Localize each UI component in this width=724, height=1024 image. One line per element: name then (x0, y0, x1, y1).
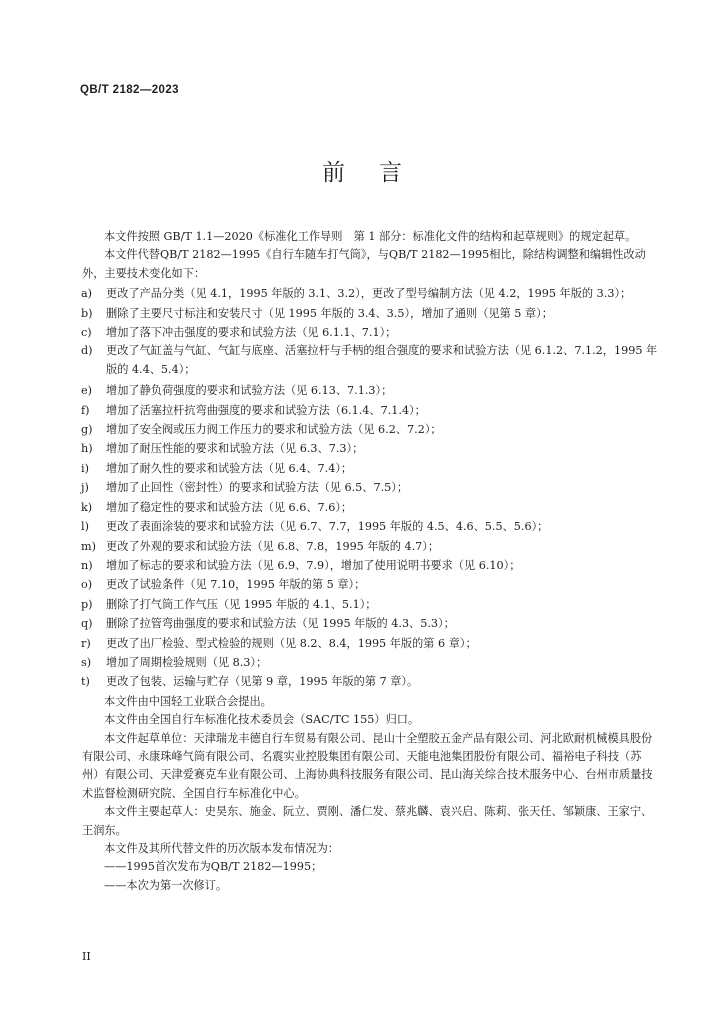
list-item (82, 323, 658, 342)
list-item-text: 增加了止回性（密封性）的要求和试验方法（见 6.5、7.5）； (106, 481, 409, 495)
list-item (82, 575, 658, 594)
list-item-text: 增加了周期检验规则（见 8.3）； (106, 655, 268, 669)
list-item-text: 更改了产品分类（见 4.1，1995 年版的 3.1、3.2），更改了型号编制方法（见 4.2，1995 年版的 3.3）； (106, 287, 632, 301)
list-item-label: s) (81, 655, 92, 669)
list-item-label: f) (81, 403, 90, 417)
list-item-label: i) (81, 461, 89, 475)
standard-code: QB/T 2182—2023 (80, 84, 179, 96)
drafters-paragraph: 本文件主要起草人：史昊东、施金、阮立、贾刚、潘仁发、蔡兆麟、袁兴启、陈莉、张天任、邹颖康、王家宁、王润东。 (82, 805, 653, 837)
list-item-text: 增加了耐压性能的要求和试验方法（见 6.3、7.3）； (106, 442, 364, 456)
list-item (82, 653, 658, 672)
document-body (82, 228, 658, 895)
list-item-label: d) (81, 344, 93, 358)
list-item-label: k) (81, 500, 93, 514)
list-item-text: 增加了耐久性的要求和试验方法（见 6.4、7.4）； (106, 461, 353, 475)
list-item-text: 更改了气缸盖与气缸、气缸与底座、活塞拉杆与手柄的组合强度的要求和试验方法（见 6.1.2、7.1.2，1995 年版的 4.4、5.4）； (106, 344, 658, 376)
list-item-label: e) (81, 384, 92, 398)
list-item (82, 284, 658, 303)
drafting-units-paragraph: 本文件起草单位：天津瑞龙丰德自行车贸易有限公司、昆山十全塑胶五金产品有限公司、河北欧耐机械模具股份有限公司、永康珠峰气筒有限公司、名震实业控股集团有限公司、天能电池集团股份有限公司、福裕电子科技（苏州）有限公司、天津爱赛克车业有限公司、上海协典科技服务有限公司、昆山海关综合技术服务中心、台州市质量技术监督检测研究院、全国自行车标准化中心。 (82, 731, 653, 800)
list-item-text: 增加了标志的要求和试验方法（见 6.9、7.9），增加了使用说明书要求（见 6.10）； (106, 558, 521, 572)
list-item-text: 更改了外观的要求和试验方法（见 6.8、7.8，1995 年版的 4.7）； (106, 539, 440, 553)
changes-list (82, 284, 658, 692)
list-item (82, 420, 658, 439)
list-item (82, 537, 658, 556)
intro-paragraph: 本文件按照 GB/T 1.1—2020《标准化工作导则 第 1 部分：标准化文件的结构和起草规则》的规定起草。 (104, 230, 637, 243)
list-item-label: j) (81, 481, 89, 495)
committee-paragraph: 本文件由全国自行车标准化技术委员会（SAC/TC 155）归口。 (104, 713, 420, 727)
history-item: ——本次为第一次修订。 (104, 878, 228, 892)
list-item (82, 498, 658, 517)
list-item-label: o) (81, 578, 93, 592)
list-item (82, 478, 658, 497)
list-item (82, 672, 658, 691)
list-item-label: l) (81, 520, 89, 534)
history-item: ——1995首次发布为QB/T 2182—1995； (104, 860, 323, 874)
list-item (82, 517, 658, 536)
list-item-text: 增加了活塞拉杆抗弯曲强度的要求和试验方法（6.1.4、7.1.4）； (106, 403, 426, 417)
list-item-text: 删除了打气筒工作气压（见 1995 年版的 4.1、5.1）； (106, 597, 377, 611)
list-item-label: n) (81, 558, 93, 572)
list-item (82, 459, 658, 478)
list-item-text: 增加了稳定性的要求和试验方法（见 6.6、7.6）； (106, 500, 353, 514)
list-item-text: 删除了主要尺寸标注和安装尺寸（见 1995 年版的 3.4、3.5），增加了通则（见第 5 章）； (106, 306, 553, 320)
list-item (82, 401, 658, 420)
page-number: II (82, 950, 91, 963)
list-item-text: 增加了落下冲击强度的要求和试验方法（见 6.1.1、7.1）； (106, 326, 397, 340)
list-item-label: r) (81, 636, 91, 650)
list-item (82, 614, 658, 633)
list-item-text: 更改了表面涂装的要求和试验方法（见 6.7、7.7，1995 年版的 4.5、4.6、5.5、5.6）； (106, 520, 549, 534)
list-item-text: 删除了拉管弯曲强度的要求和试验方法（见 1995 年版的 4.3、5.3）； (106, 617, 455, 631)
list-item-label: q) (81, 617, 93, 631)
list-item-label: g) (81, 423, 93, 437)
list-item-label: h) (81, 442, 93, 456)
list-item-label: t) (81, 675, 90, 689)
list-item (82, 439, 658, 458)
list-item-text: 增加了静负荷强度的要求和试验方法（见 6.13、7.1.3）； (106, 384, 393, 398)
proposer-paragraph: 本文件由中国轻工业联合会提出。 (104, 694, 272, 708)
list-item (82, 304, 658, 323)
list-item (82, 342, 658, 379)
list-item (82, 595, 658, 614)
intro-paragraph: 本文件代替QB/T 2182—1995《自行车随车打气筒》，与QB/T 2182—1995相比，除结构调整和编辑性改动外，主要技术变化如下： (82, 248, 646, 280)
list-item (82, 556, 658, 575)
list-item-text: 更改了出厂检验、型式检验的规则（见 8.2、8.4，1995 年版的第 6 章）； (106, 636, 477, 650)
list-item-text: 增加了安全阀或压力阀工作压力的要求和试验方法（见 6.2、7.2）； (106, 423, 442, 437)
list-item-label: p) (81, 597, 93, 611)
list-item-text: 更改了试验条件（见 7.10，1995 年版的第 5 章）； (106, 578, 366, 592)
list-item-text: 更改了包装、运输与贮存（见第 9 章，1995 年版的第 7 章）。 (106, 675, 419, 689)
list-item (82, 381, 658, 400)
list-item (82, 634, 658, 653)
list-item-label: a) (81, 287, 93, 301)
list-item-label: b) (81, 306, 93, 320)
list-item-label: c) (81, 326, 92, 340)
history-intro-paragraph: 本文件及其所代替文件的历次版本发布情况为： (104, 842, 339, 855)
list-item-label: m) (81, 539, 96, 553)
page-title: 前言 (322, 160, 436, 186)
